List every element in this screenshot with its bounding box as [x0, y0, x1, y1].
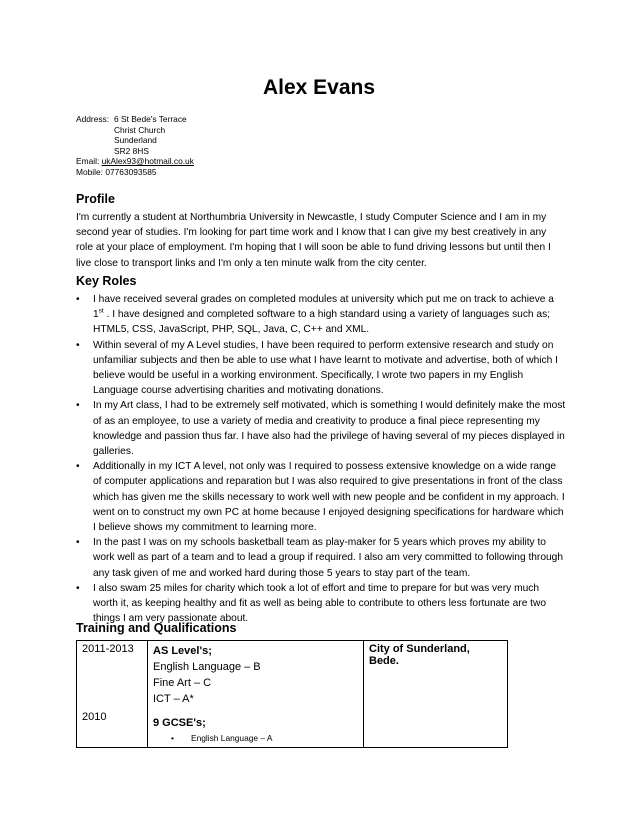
school-cell: City of Sunderland, Bede. — [364, 641, 508, 748]
key-roles-list — [76, 292, 566, 626]
bullet-mark: • — [76, 339, 80, 351]
table-row — [77, 641, 508, 748]
gcse-item-text: English Language – A — [191, 733, 273, 743]
bullet-mark: • — [76, 582, 80, 594]
candidate-name: Alex Evans — [262, 76, 376, 99]
mobile-label: Mobile: — [76, 166, 103, 177]
alevel-item: ICT – A* — [153, 693, 194, 705]
address-label: Address: — [76, 114, 110, 124]
key-role-text: Additionally in my ICT A level, not only was I required to possess extensive knowledge on a wide range of computer applications and reparation but I was also required to give presentations in front of the class which has given me the skills necessary to work well with new people and be confident in my approach. I went on to construct my own PC at home because I enjoyed designing specifications for hardware which I believe shows my commitment to learning more. — [93, 461, 565, 534]
alevel-item: Fine Art – C — [153, 677, 212, 689]
qualifications-table — [76, 640, 508, 748]
mobile-number: 07763093585 — [105, 166, 157, 177]
alevel-item: English Language – B — [153, 661, 261, 673]
bullet-mark: • — [76, 400, 80, 412]
profile-text: I'm currently a student at Northumbria University in Newcastle, I study Computer Science and I am in my second year of studies. I'm looking for part time work and I know that I can give my best creatively in any role at your place of employment. I'm hoping that I will soon be able to fund driving lessons but until then I live close to transport links and I'm only a ten minute walk from the city center. — [76, 212, 551, 269]
years-2010: 2010 — [82, 711, 107, 723]
email-label: Email: — [76, 156, 100, 167]
bullet-mark: • — [76, 461, 80, 473]
key-role-item — [76, 338, 566, 399]
key-role-item — [76, 581, 566, 627]
key-role-text: I also swam 25 miles for charity which took a lot of effort and time to prepare for but was very much worth it, as keeping healthy and fit as well as being able to contribute to others less fortunate are two things I am very passionate about. — [93, 582, 547, 625]
email-link[interactable]: ukAlex93@hotmail.co.uk — [101, 156, 194, 167]
gcse-item — [153, 733, 358, 743]
key-roles-heading: Key Roles — [76, 274, 137, 288]
bullet-mark: • — [76, 537, 80, 549]
address-line-2: Christ Church — [114, 124, 166, 135]
address-line-3: Sunderland — [114, 135, 157, 146]
key-role-text: In my Art class, I had to be extremely self motivated, which is something I would definitely make the most of as an employee, to use a variety of media and creativity to produce a final piece representing my knowledge and passion thus far. I have also had the privilege of having several of my pieces displayed in galleries. — [93, 400, 566, 458]
key-role-item — [76, 459, 566, 535]
bullet-mark: • — [76, 294, 80, 305]
key-role-text: Within several of my A Level studies, I have been required to perform extensive research and study on unfamiliar subjects and then be able to use what I have learnt to motivate and advertise, both of which I believe would be useful in a working environment. Specifically, I wrote two papers in my English Language course advertising charities and motivating donations. — [93, 339, 558, 397]
key-role-item — [76, 292, 566, 338]
years-2011-2013: 2011-2013 — [82, 643, 134, 655]
key-role-text: . I have designed and completed software to a high standard using a variety of languages such as; HTML5, CSS, JavaScript, PHP, SQL, Java, C, C++ and XML. — [93, 309, 551, 336]
bullet-mark: • — [171, 733, 174, 743]
address-line-1: 6 St Bede's Terrace — [114, 114, 187, 124]
superscript: st — [98, 307, 104, 315]
address-line-4: SR2 8HS — [114, 145, 149, 156]
alevel-heading: AS Level's; — [153, 645, 212, 657]
qualifications-cell — [148, 641, 364, 748]
key-role-item — [76, 535, 566, 581]
key-role-text: In the past I was on my schools basketball team as play-maker for 5 years which proves my ability to work well as part of a team and to lead a group if required. I also am very committed to following through any task given of me and worked hard during those 5 years to stay part of the team. — [93, 537, 563, 579]
profile-heading: Profile — [76, 192, 115, 206]
gcse-heading: 9 GCSE's; — [153, 717, 206, 729]
years-cell — [77, 641, 148, 748]
key-role-text: I have received several grades on completed modules at university which put me on track to achieve a 1 — [93, 294, 554, 321]
training-heading: Training and Qualifications — [76, 621, 237, 635]
contact-block — [76, 114, 194, 178]
key-role-item — [76, 398, 566, 459]
